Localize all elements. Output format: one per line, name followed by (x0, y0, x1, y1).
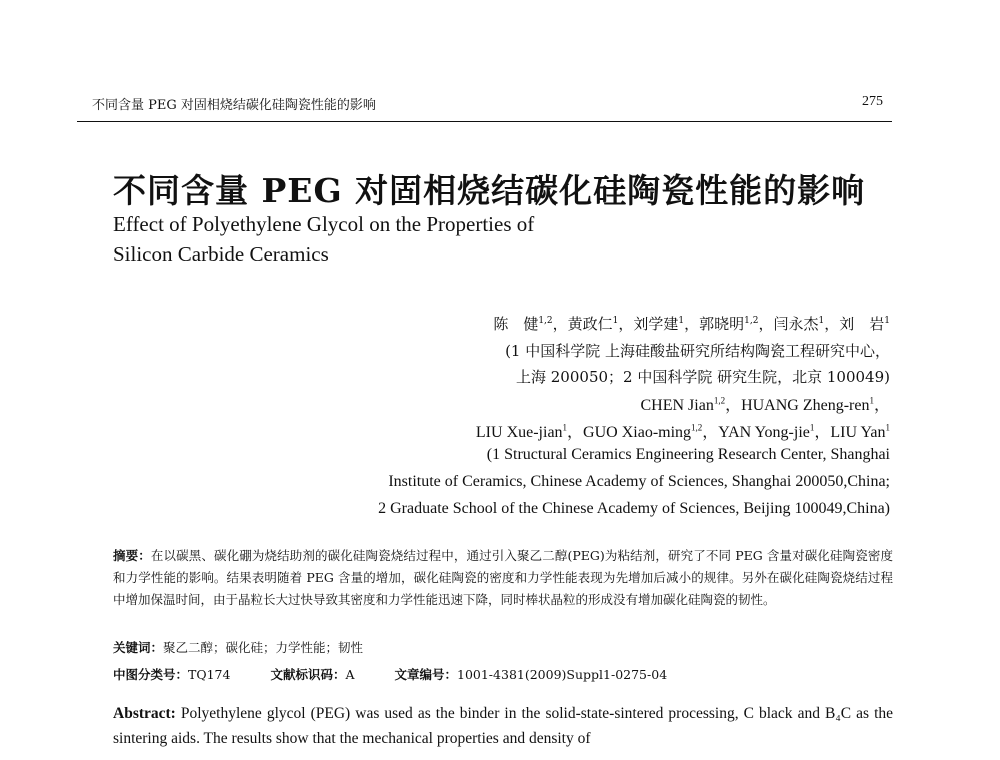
abstract-chinese-text: 在以碳黑、碳化硼为烧结助剂的碳化硅陶瓷烧结过程中，通过引入聚乙二醇(PEG)为粘结剂，研究了不同 PEG 含量对碳化硅陶瓷密度和力学性能的影响。结果表明随着 PEG 含量的增加，碳化硅陶瓷的密度和力学性能表现为先增加后减小的规律。另外在碳化硅陶瓷烧结过程中增加保温时间，由于晶粒长大过快导致其密度和力学性能迅速下降，同时棒状晶粒的形成没有增加碳化硅陶瓷的韧性。 (113, 548, 893, 607)
author-affiliation-mark: 1 (884, 316, 890, 326)
author-name: ，YAN Yong-jie (702, 424, 810, 441)
author-name: ，刘 岩 (824, 315, 885, 333)
affiliation-chinese-line2: 上海 200050；2 中国科学院 研究生院，北京 100049) (516, 368, 890, 386)
author-name: ，黄政仁 (552, 315, 613, 333)
abstract-english-text: Polyethylene glycol (PEG) was used as the binder in the solid-state-sintered processing, C black and B₄C as the sintering aids. The results show that the mechanical properties and density of (113, 705, 893, 747)
classification-line (113, 665, 703, 683)
authors-english-line2 (476, 419, 890, 442)
author-affiliation-mark: 1 (869, 395, 874, 406)
author-name: 陈 健 (493, 315, 539, 333)
document-code (270, 667, 372, 682)
clc-label: 中图分类号： (113, 667, 189, 682)
document-code-label: 文献标识码： (270, 667, 346, 682)
keywords-text: 聚乙二醇；碳化硅；力学性能；韧性 (163, 640, 364, 655)
author-affiliation-mark: 1 (678, 316, 685, 326)
author-affiliation-mark: 1,2 (744, 316, 759, 326)
author-separator: ， (873, 397, 890, 414)
author-name: ，HUANG Zheng-ren (725, 397, 870, 414)
author-affiliation-mark: 1,2 (713, 395, 726, 406)
article-number (394, 667, 685, 682)
author-name: ，郭晓明 (684, 315, 745, 333)
article-number-label: 文章编号： (394, 667, 457, 682)
abstract-chinese-label: 摘要： (113, 548, 151, 563)
affiliation-english-line1: (1 Structural Ceramics Engineering Research Center, Shanghai (486, 446, 890, 463)
abstract-english (113, 701, 893, 751)
author-affiliation-mark: 1,2 (691, 422, 703, 433)
running-title: 不同含量 PEG 对固相烧结碳化硅陶瓷性能的影响 (92, 98, 376, 113)
title-chinese: 不同含量 PEG 对固相烧结碳化硅陶瓷性能的影响 (113, 171, 866, 210)
author-name: ，刘学建 (618, 315, 679, 333)
title-english-line2: Silicon Carbide Ceramics (113, 242, 329, 266)
author-name: CHEN Jian (640, 397, 714, 414)
author-name: LIU Xue-jian (475, 424, 563, 441)
affiliation-english-line3: 2 Graduate School of the Chinese Academy of Sciences, Beijing 100049,China) (378, 500, 890, 517)
author-affiliation-mark: 1 (562, 422, 568, 433)
author-name: ，LIU Yan (814, 424, 886, 441)
abstract-chinese (113, 545, 893, 611)
clc-number (113, 667, 248, 682)
author-affiliation-mark: 1 (818, 316, 825, 326)
author-affiliation-mark: 1,2 (538, 316, 553, 326)
authors-english-line1 (640, 392, 890, 415)
affiliation-chinese-line1: (1 中国科学院 上海硅酸盐研究所结构陶瓷工程研究中心， (505, 342, 890, 360)
title-english-line1: Effect of Polyethylene Glycol on the Properties of (113, 212, 535, 236)
author-affiliation-mark: 1 (885, 422, 890, 433)
author-name: ，GUO Xiao-ming (567, 424, 692, 441)
author-name: ，闫永杰 (758, 315, 819, 333)
page-number: 275 (862, 94, 883, 109)
keywords (113, 638, 363, 656)
abstract-english-label: Abstract: (113, 705, 176, 722)
affiliation-english-line2: Institute of Ceramics, Chinese Academy of Sciences, Shanghai 200050,China; (388, 473, 890, 490)
header-rule (77, 121, 892, 122)
author-affiliation-mark: 1 (809, 422, 815, 433)
clc-value: TQ174 (188, 667, 231, 682)
authors-chinese (493, 313, 890, 334)
author-affiliation-mark: 1 (612, 316, 619, 326)
keywords-label: 关键词： (113, 640, 164, 655)
article-number-value: 1001-4381(2009)Suppl1-0275-04 (457, 667, 668, 682)
document-code-value: A (345, 667, 355, 682)
